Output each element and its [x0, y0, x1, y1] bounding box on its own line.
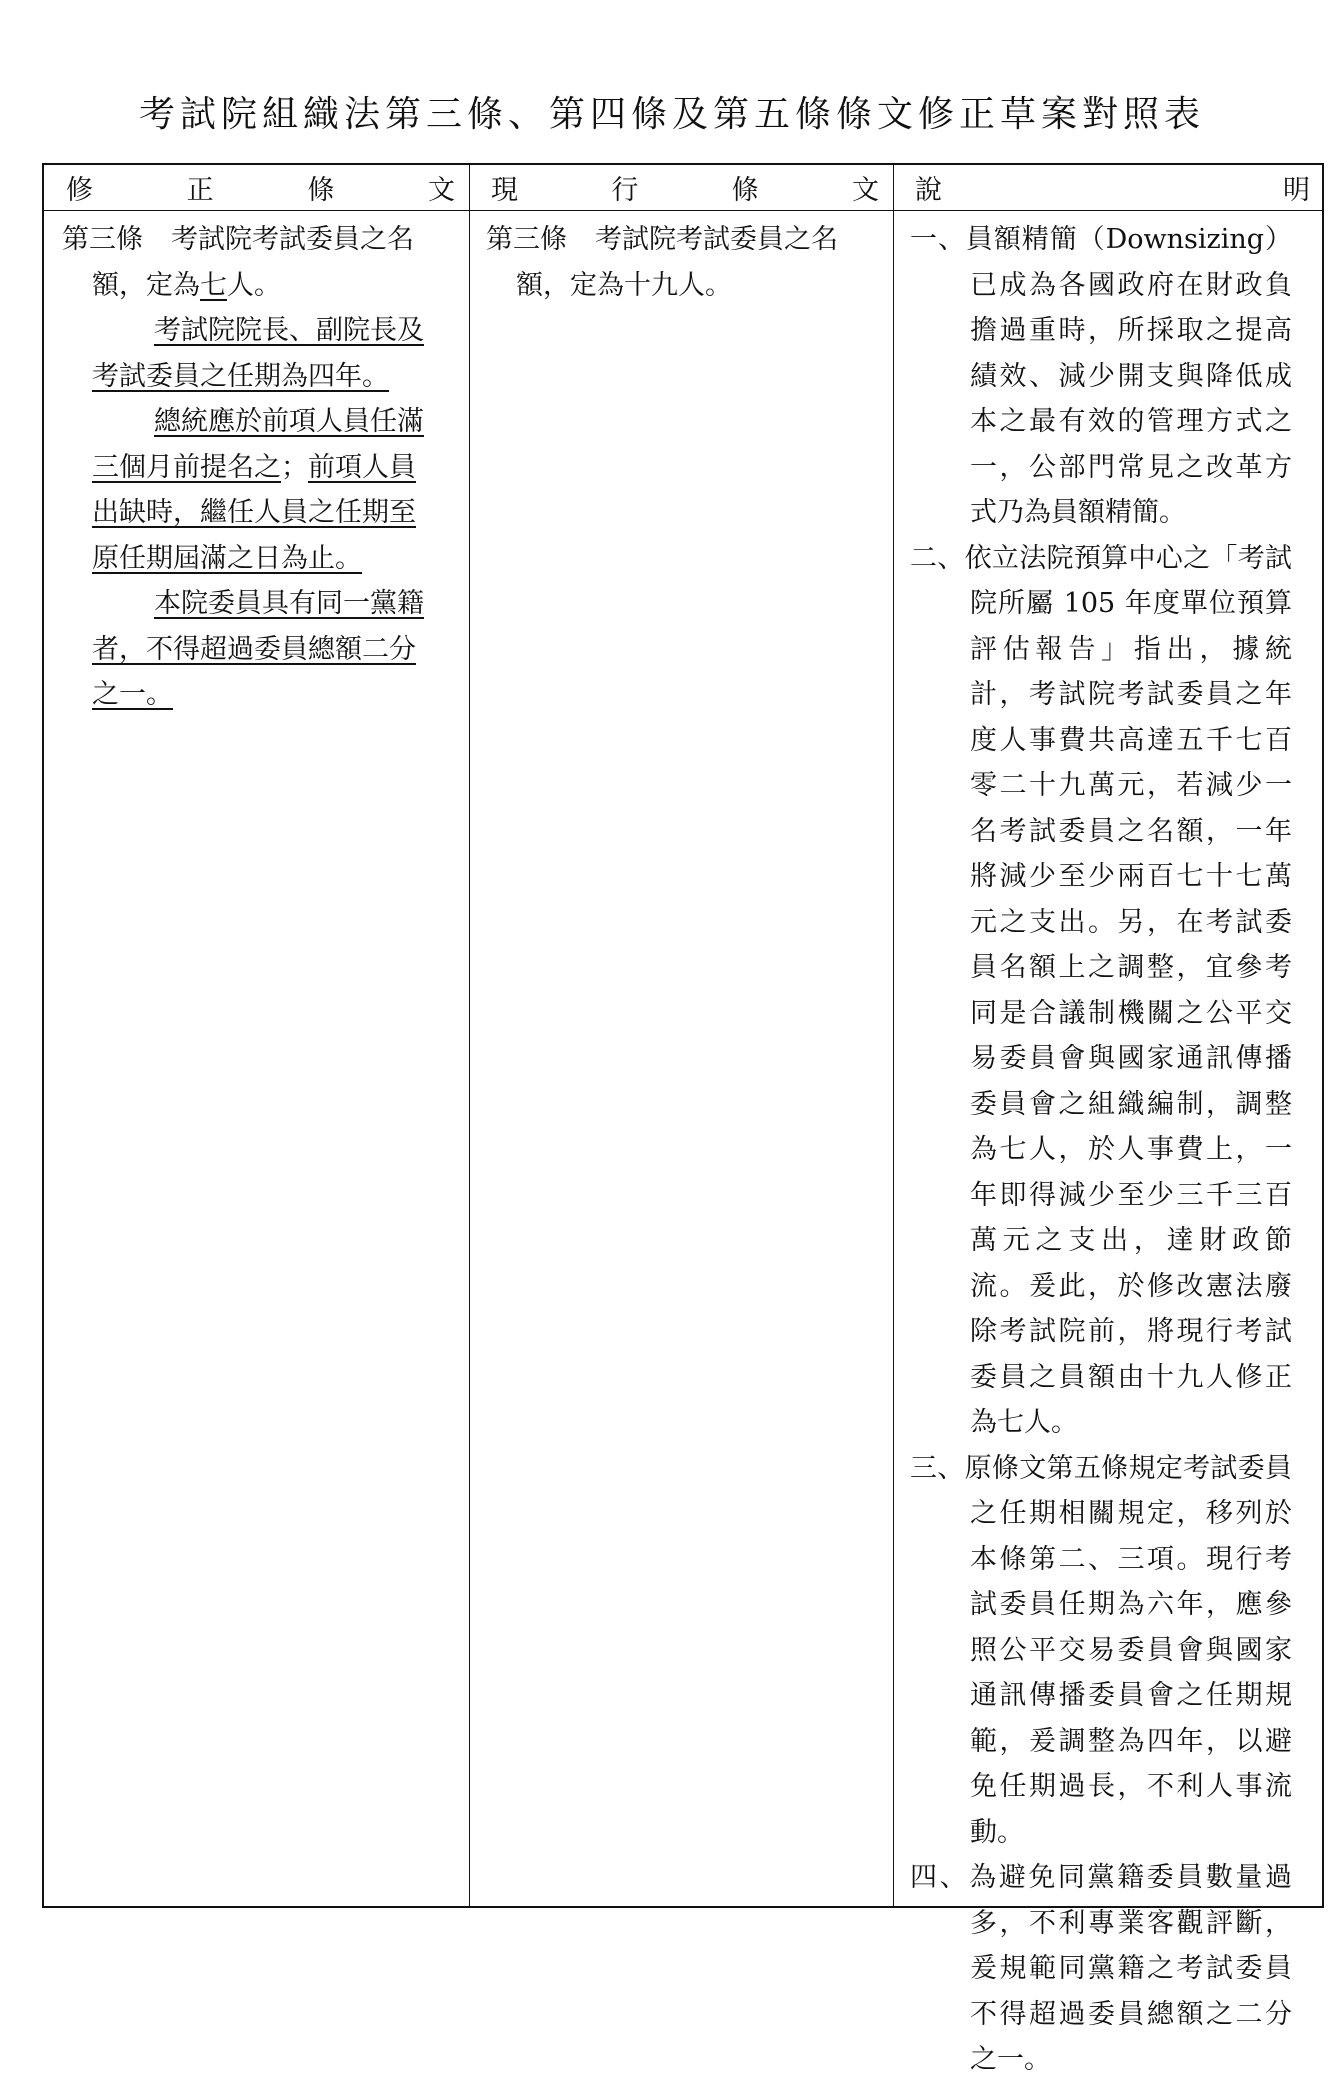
explanation-cell [910, 217, 1292, 2083]
note-3: 三、原條文第五條規定考試委員之任期相關規定，移列於本條第二、三項。現行考試委員任期為六年，應參照公平交易委員會與國家通訊傳播委員會之任期規範，爰調整為四年，以避免任期過長，不利人事流動。 [910, 1452, 1292, 1848]
amended-article-cell [62, 217, 438, 718]
amended-para-2: 考試院院長、副院長及考試委員之任期為四年。 [92, 315, 424, 392]
current-para-1: 第三條 考試院考試委員之名額，定為十九人。 [486, 224, 838, 301]
header-explanation: 說 明 [915, 175, 1310, 206]
header-divider [44, 210, 1322, 211]
comparison-table [42, 163, 1324, 2075]
note-2: 二、依立法院預算中心之「考試院所屬 105 年度單位預算評估報告」指出，據統計，考試院考試委員之年度人事費共高達五千七百零二十九萬元，若減少一名考試委員之名額，一年將減少至少兩百七十七萬元之支出。另，在考試委員名額上之調整，宜參考同是合議制機關之公平交易委員會與國家通訊傳播委員會之組織編制，調整為七人，於人事費上，一年即得減少至少三千三百萬元之支出，達財政節流。爰此，於修改憲法廢除考試院前，將現行考試委員之員額由十九人修正為七人。 [910, 542, 1292, 1438]
note-4: 四、為避免同黨籍委員數量過多，不利專業客觀評斷，爰規範同黨籍之考試委員不得超過委員總額之二分之一。 [910, 1862, 1292, 2075]
amended-para-4: 本院委員具有同一黨籍者，不得超過委員總額二分之一。 [92, 588, 424, 710]
current-article-cell [486, 217, 862, 308]
amended-para-1: 第三條 考試院考試委員之名額，定為七人。 [62, 224, 414, 301]
document-title: 考試院組織法第三條、第四條及第五條條文修正草案對照表 [138, 94, 1205, 135]
header-amended: 修 正 條 文 [66, 175, 455, 206]
column-divider-1 [469, 165, 470, 1906]
note-1: 一、員額精簡（Downsizing）已成為各國政府在財政負擔過重時，所採取之提高績效、減少開支與降低成本之最有效的管理方式之一，公部門常見之改革方式乃為員額精簡。 [910, 224, 1292, 528]
header-current: 現 行 條 文 [491, 175, 879, 206]
amended-para-3: 總統應於前項人員任滿三個月前提名之；前項人員出缺時，繼任人員之任期至原任期屆滿之日為止。 [92, 406, 424, 574]
column-divider-2 [893, 165, 894, 1906]
